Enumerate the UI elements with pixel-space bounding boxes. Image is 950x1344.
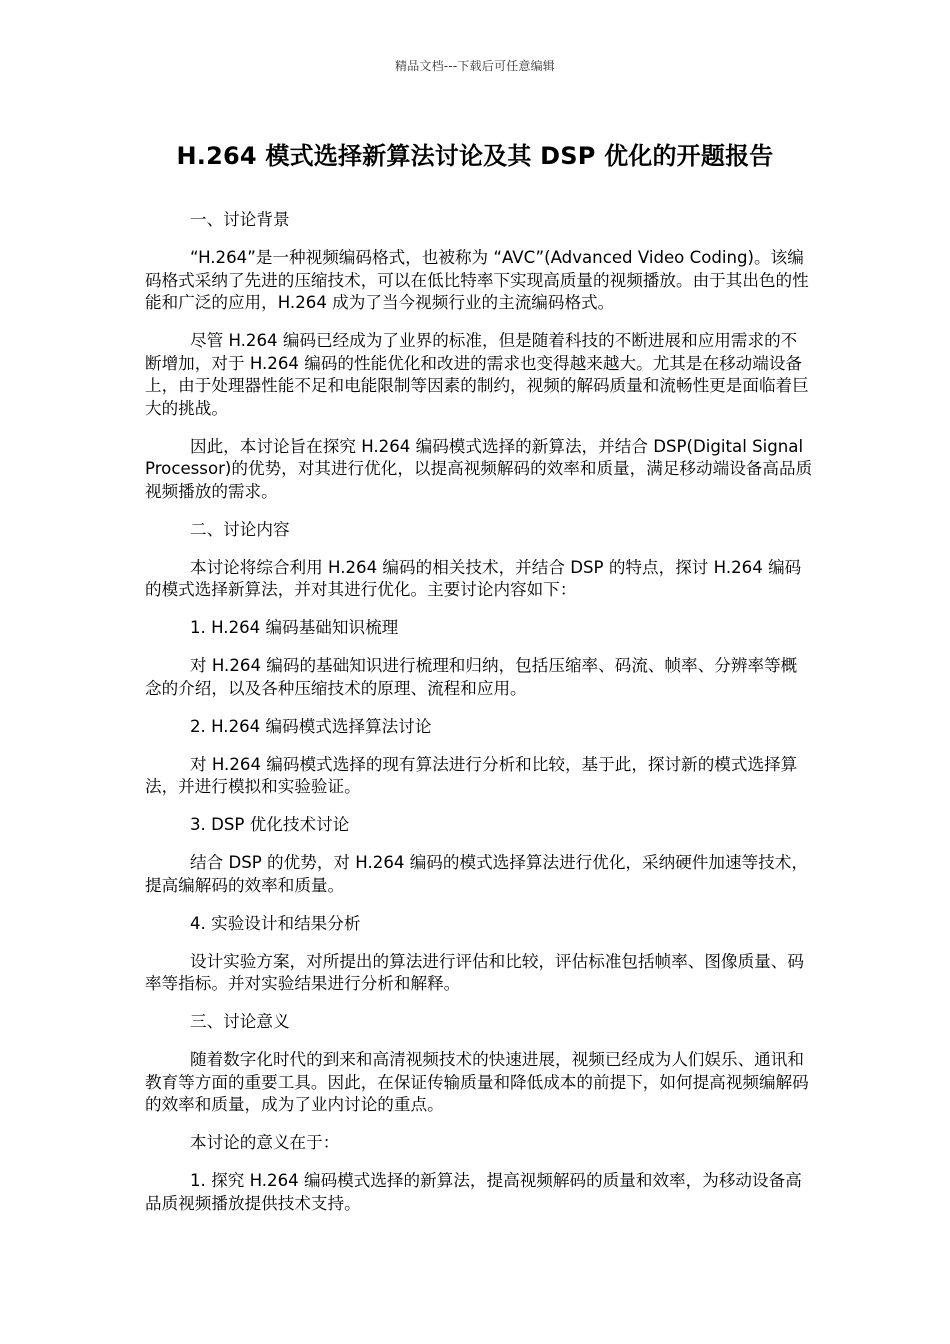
subheading: 2. H.264 编码模式选择算法讨论 [190, 716, 432, 736]
section-heading-significance: 三、讨论意义 [190, 1012, 290, 1031]
paragraph: 因此，本讨论旨在探究 H.264 编码模式选择的新算法，并结合 DSP(Digital Signal Processor)的优势，对其进行优化，以提高视频解码的效率和质量，满足移动端设备高品质视频播放的需求。 [145, 436, 813, 501]
paragraph: 对 H.264 编码模式选择的现有算法进行分析和比较，基于此，探讨新的模式选择算法，并进行模拟和实验验证。 [145, 754, 798, 796]
paragraph: 尽管 H.264 编码已经成为了业界的标准，但是随着科技的不断进展和应用需求的不断增加，对于 H.264 编码的性能优化和改进的需求也变得越来越大。尤其是在移动端设备上，由于处理器性能不足和电能限制等因素的制约，视频的解码质量和流畅性更是面临着巨大的挑战。 [145, 331, 809, 418]
header-note: 精品文档---下载后可任意编辑 [395, 59, 555, 73]
document-body [145, 209, 813, 1231]
paragraph: 结合 DSP 的优势，对 H.264 编码的模式选择算法进行优化，采纳硬件加速等技术，提高编解码的效率和质量。 [145, 853, 808, 895]
paragraph: 设计实验方案，对所提出的算法进行评估和比较，评估标准包括帧率、图像质量、码率等指标。并对实验结果进行分析和解释。 [145, 951, 804, 993]
section-heading-content: 二、讨论内容 [190, 519, 290, 539]
subheading: 4. 实验设计和结果分析 [190, 913, 361, 933]
paragraph: 本讨论的意义在于： [190, 1133, 340, 1152]
document-title: H.264 模式选择新算法讨论及其 DSP 优化的开题报告 [176, 142, 774, 170]
paragraph: 对 H.264 编码的基础知识进行梳理和归纳，包括压缩率、码流、帧率、分辨率等概念的介绍，以及各种压缩技术的原理、流程和应用。 [145, 656, 798, 698]
paragraph: 1. 探究 H.264 编码模式选择的新算法，提高视频解码的质量和效率，为移动设备高品质视频播放提供技术支持。 [145, 1171, 802, 1213]
paragraph: 随着数字化时代的到来和高清视频技术的快速进展，视频已经成为人们娱乐、通讯和教育等方面的重要工具。因此，在保证传输质量和降低成本的前提下，如何提高视频编解码的效率和质量，成为了业内讨论的重点。 [145, 1050, 809, 1114]
section-heading-background: 一、讨论背景 [190, 210, 290, 229]
paragraph: 本讨论将综合利用 H.264 编码的相关技术，并结合 DSP 的特点，探讨 H.264 编码的模式选择新算法，并对其进行优化。主要讨论内容如下： [145, 557, 802, 599]
paragraph: “H.264”是一种视频编码格式，也被称为 “AVC”(Advanced Video Coding)。该编码格式采纳了先进的压缩技术，可以在低比特率下实现高质量的视频播放。由于其出色的性能和广泛的应用，H.264 成为了当今视频行业的主流编码格式。 [145, 248, 809, 312]
subheading: 1. H.264 编码基础知识梳理 [190, 618, 399, 637]
subheading: 3. DSP 优化技术讨论 [190, 815, 350, 834]
